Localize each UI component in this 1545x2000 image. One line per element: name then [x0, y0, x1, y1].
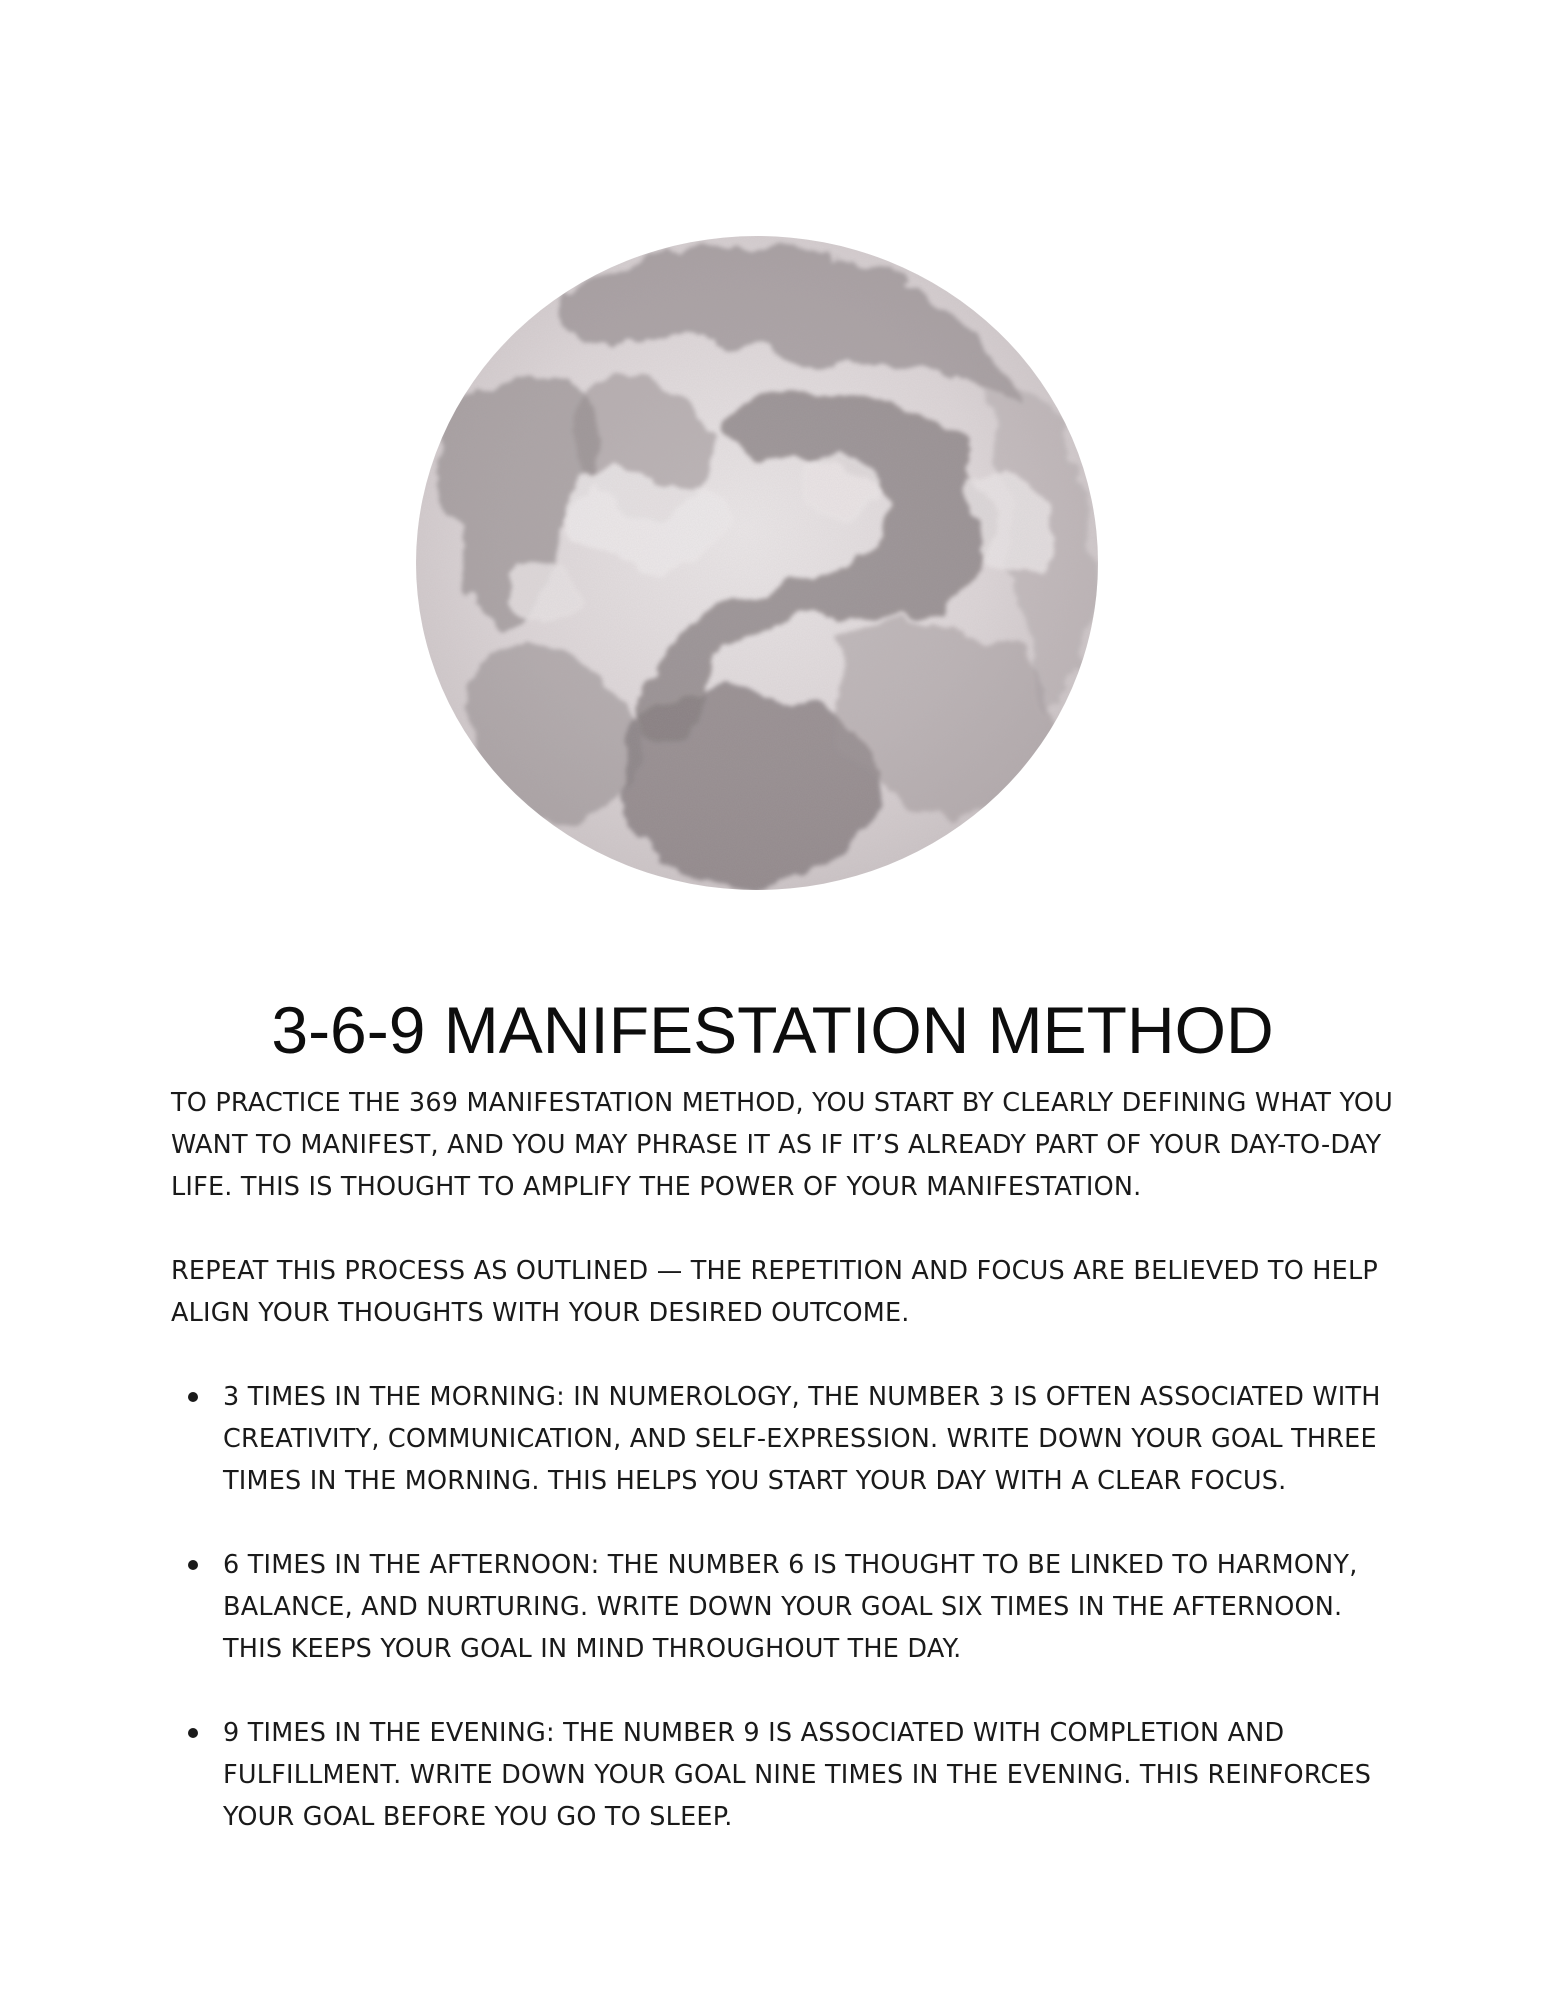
steps-list: [171, 1376, 1401, 1838]
moon-icon: [414, 234, 1100, 892]
bullet-icon: [188, 1392, 198, 1402]
page-title: 3-6-9 MANIFESTATION METHOD: [271, 993, 1274, 1068]
list-item: [171, 1376, 1401, 1502]
list-item: [171, 1712, 1401, 1838]
step-text-afternoon: 6 TIMES IN THE AFTERNOON: THE NUMBER 6 IS THOUGHT TO BE LINKED TO HARMONY, BALANCE, AND NURTURING. WRITE DOWN YOUR GOAL SIX TIMES IN THE AFTERNOON. THIS KEEPS YOUR GOAL IN MIND THROUGHOUT THE DAY.: [223, 1550, 1358, 1664]
list-item: [171, 1544, 1401, 1670]
step-text-evening: 9 TIMES IN THE EVENING: THE NUMBER 9 IS ASSOCIATED WITH COMPLETION AND FULFILLMENT. WRITE DOWN YOUR GOAL NINE TIMES IN THE EVENING. THIS REINFORCES YOUR GOAL BEFORE YOU GO TO SLEEP.: [223, 1718, 1372, 1832]
repeat-paragraph: REPEAT THIS PROCESS AS OUTLINED — THE REPETITION AND FOCUS ARE BELIEVED TO HELP ALIGN YOUR THOUGHTS WITH YOUR DESIRED OUTCOME.: [171, 1256, 1378, 1328]
intro-paragraph: TO PRACTICE THE 369 MANIFESTATION METHOD, YOU START BY CLEARLY DEFINING WHAT YOU WANT TO MANIFEST, AND YOU MAY PHRASE IT AS IF IT’S ALREADY PART OF YOUR DAY-TO-DAY LIFE. THIS IS THOUGHT TO AMPLIFY THE POWER OF YOUR MANIFESTATION.: [171, 1088, 1393, 1202]
step-text-morning: 3 TIMES IN THE MORNING: IN NUMEROLOGY, THE NUMBER 3 IS OFTEN ASSOCIATED WITH CREATIVITY, COMMUNICATION, AND SELF-EXPRESSION. WRITE DOWN YOUR GOAL THREE TIMES IN THE MORNING. THIS HELPS YOU START YOUR DAY WITH A CLEAR FOCUS.: [223, 1382, 1381, 1496]
article-body: [171, 1082, 1401, 1880]
moon-illustration: [414, 234, 1100, 892]
bullet-icon: [188, 1728, 198, 1738]
bullet-icon: [188, 1560, 198, 1570]
